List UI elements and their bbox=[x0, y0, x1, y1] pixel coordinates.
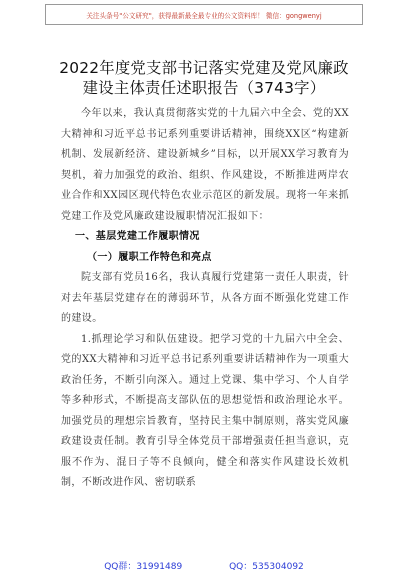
top-banner: 关注头条号"公文研究"，获得最新最全最专业的公文资料库！ 微信：gongwenyj bbox=[45, 4, 363, 25]
footer-qq-group: QQ群：31991489 bbox=[104, 562, 183, 572]
document-title bbox=[0, 58, 408, 98]
title-line-1: 2022年度党支部书记落实党建及党风廉政 bbox=[59, 59, 349, 77]
section-heading: 一、基层党建工作履职情况 bbox=[75, 231, 200, 242]
body-paragraph: 1.抓理论学习和队伍建设。把学习党的十九届六中全会、党的XX大精神和习近平总书记系列重要讲话精神作为一项重大政治任务，不断引向深入。通过上党课、集中学习、个人自学等多种形式，不断提高支部队伍的思想觉悟和政治理论水平。加强党员的理想宗旨教育，坚持民主集中制原则，落实党风廉政建设责任制。教育引导全体党员干部增强责任担当意识，克服不作为、混日子等不良倾向，健全和落实作风建设长效机制，不断改进作风、密切联系 bbox=[61, 333, 349, 488]
subsection-heading: （一）履职工作特色和亮点 bbox=[87, 251, 212, 263]
footer-qq: QQ：535304092 bbox=[229, 562, 304, 572]
intro-paragraph: 今年以来，我认真贯彻落实党的十九届六中全会、党的XX大精神和习近平总书记系列重要讲话精神，围绕XX区“构建新机制、发展新经济、建设新城乡”目标，以开展XX学习教育为契机，着力加强党的政治、组织、作风建设，不断推进两岸农业合作和XX园区现代特色农业示范区的新发展。现将一年来抓党建工作及党风廉政建设履职情况汇报如下： bbox=[61, 108, 349, 222]
footer-contact bbox=[0, 559, 408, 572]
title-line-2: 建设主体责任述职报告（3743字） bbox=[82, 79, 326, 97]
body-paragraph: 院支部有党员16名，我认真履行党建第一责任人职责，针对去年基层党建存在的薄弱环节，从各方面不断强化党建工作的建设。 bbox=[61, 272, 349, 324]
document-body bbox=[61, 104, 349, 494]
